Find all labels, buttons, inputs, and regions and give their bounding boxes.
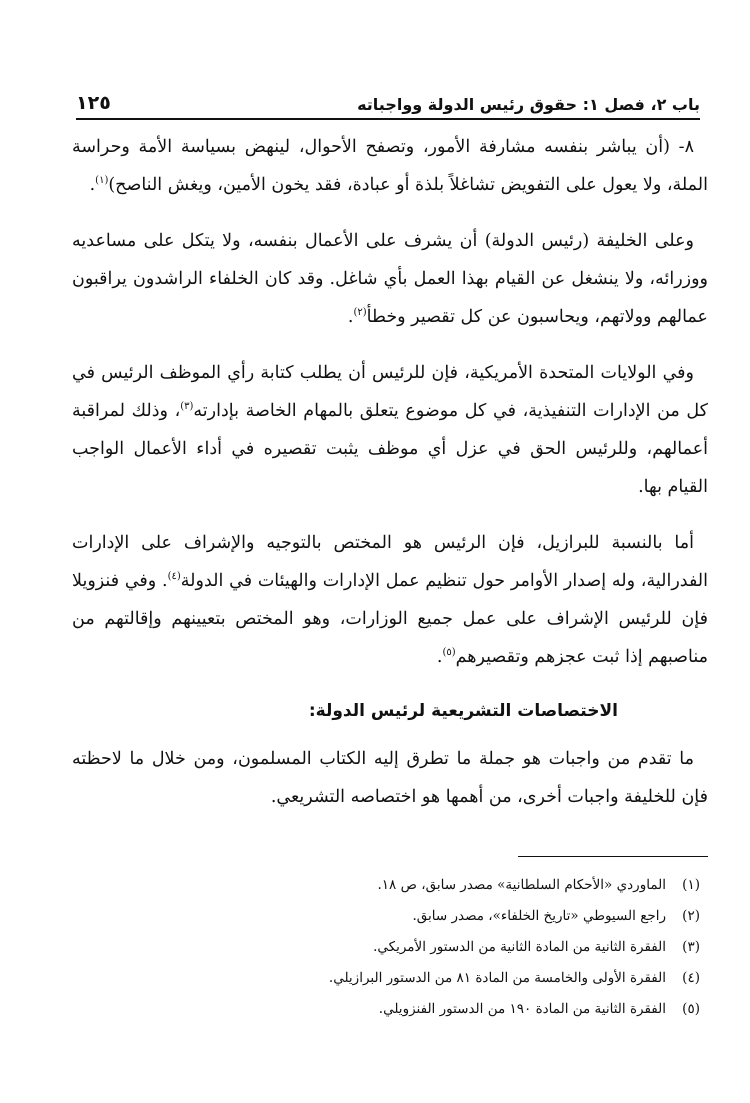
footnote [72,963,700,994]
section-heading: الاختصاصات التشريعية لرئيس الدولة: [308,701,618,721]
footnote-reference[interactable]: (١) [95,175,109,187]
footnote-text: الفقرة الثانية من المادة ١٩٠ من الدستور الفنزويلي. [378,1001,666,1017]
page-number: ١٢٥ [76,92,111,114]
chapter-title: باب ٢، فصل ١: حقوق رئيس الدولة وواجباته [357,95,700,114]
paragraph-text: ما تقدم من واجبات هو جملة ما تطرق إليه الكتاب المسلمون، ومن خلال ما لاحظته فإن للخليفة واجبات أخرى، من أهمها هو اختصاصه التشريعي. [72,749,708,807]
footnote-separator [518,856,708,857]
running-header [76,86,700,120]
paragraph-text: ٨- (أن يباشر بنفسه مشارفة الأمور، وتصفح الأحوال، لينهض بسياسة الأمة وحراسة الملة، ولا يعول على التفويض تشاغلاً بلذة أو عبادة، فقد يخون الأمين، ويغش الناصح) [72,137,708,195]
footnote-number: (٥) [682,1001,700,1017]
paragraph-tail: . [89,175,96,195]
footnote-number: (١) [682,877,700,893]
paragraph-text: أما بالنسبة للبرازيل، فإن الرئيس هو المختص بالتوجيه والإشراف على الإدارات الفدرالية، وله إصدار الأوامر حول تنظيم عمل الإدارات والهيئات في الدولة [72,533,708,591]
paragraph [72,524,708,676]
paragraph-tail: . [436,647,443,667]
paragraph-tail: . وفي فنزويلا فإن للرئيس الإشراف على عمل جميع الوزارات، وهو المختص بتعيينهم وإقالتهم من مناصبهم إذا ثبت عجزهم وتقصيرهم [72,571,708,667]
paragraph-tail: . [347,307,354,327]
paragraph [72,128,708,204]
footnote-number: (٤) [682,970,700,986]
footnote-number: (٢) [682,908,700,924]
footnote-text: الماوردي «الأحكام السلطانية» مصدر سابق، ص ١٨. [377,877,666,893]
footnote-number: (٣) [682,939,700,955]
footnote-reference[interactable]: (٢) [353,307,367,319]
paragraph-tail: ، وذلك لمراقبة أعمالهم، وللرئيس الحق في عزل أي موظف يثبت تقصيره في أداء الأعمال الواجب القيام بها. [72,401,708,497]
footnote [72,901,700,932]
main-text [72,128,708,834]
footnotes-list [72,870,700,1025]
footnote [72,870,700,901]
footnote-reference[interactable]: (٤) [167,571,181,583]
footnote [72,932,700,963]
footnote-text: راجع السيوطي «تاريخ الخلفاء»، مصدر سابق. [412,908,666,924]
footnote-reference[interactable]: (٣) [180,401,194,413]
footnote-text: الفقرة الثانية من المادة الثانية من الدستور الأمريكي. [373,939,666,955]
paragraph [72,354,708,506]
footnote-text: الفقرة الأولى والخامسة من المادة ٨١ من الدستور البرازيلي. [328,970,666,986]
paragraph-text: وعلى الخليفة (رئيس الدولة) أن يشرف على الأعمال بنفسه، ولا يتكل على مساعديه ووزرائه، ولا ينشغل عن القيام بهذا العمل بأي شاغل. وقد كان الخلفاء الراشدون يراقبون عمالهم وولاتهم، ويحاسبون عن كل تقصير وخطأ [72,231,708,327]
paragraph [72,740,708,816]
paragraph-text: وفي الولايات المتحدة الأمريكية، فإن للرئيس أن يطلب كتابة رأي الموظف الرئيس في كل من الإدارات التنفيذية، في كل موضوع يتعلق بالمهام الخاصة بإدارته [72,363,708,421]
paragraph [72,222,708,336]
footnote-reference[interactable]: (٥) [442,647,456,659]
footnote [72,994,700,1025]
